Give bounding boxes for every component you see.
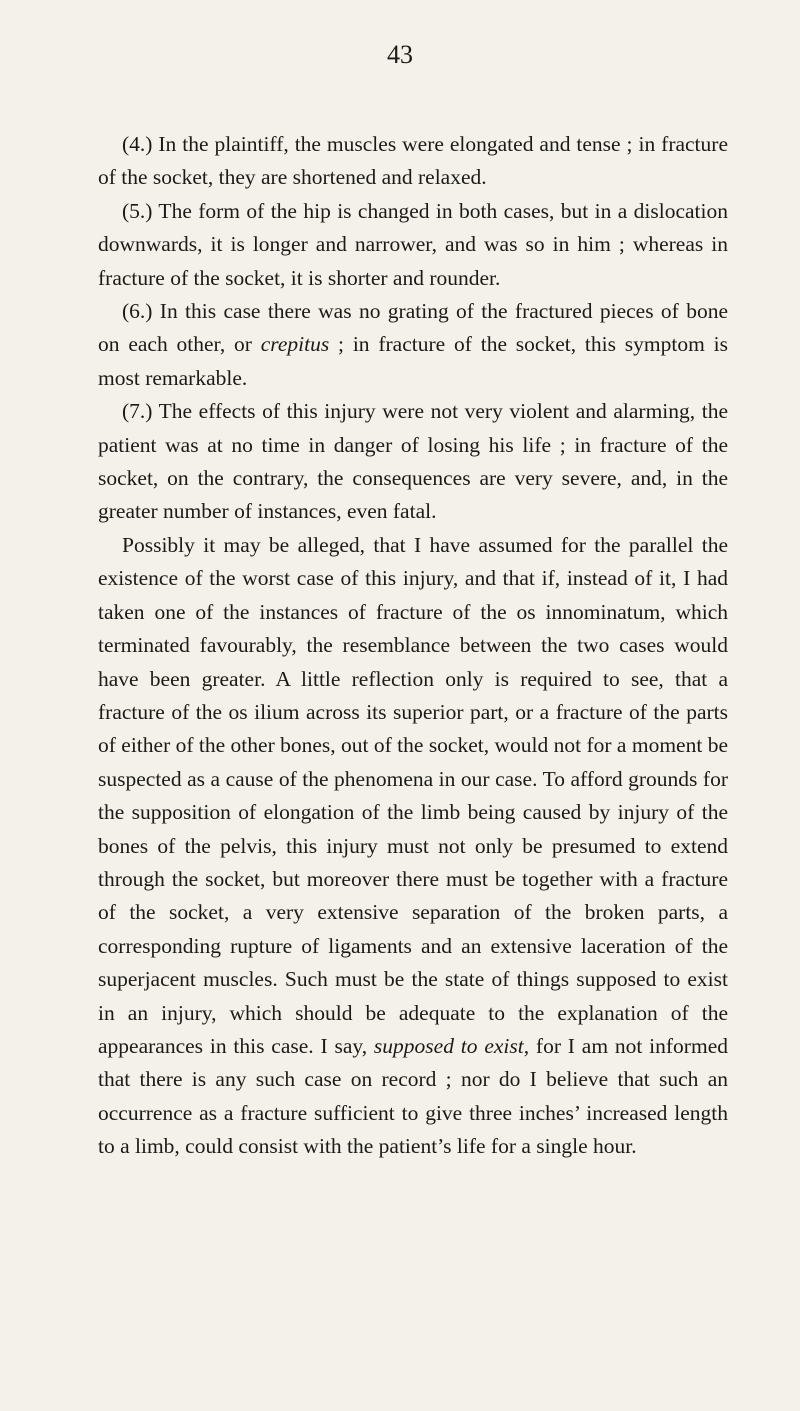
paragraph-argument (98, 529, 728, 1164)
paragraph-6-start: (6.) In this case there was no grating of the fractured pieces of bone on each other, or (98, 299, 728, 357)
emphasis-supposed-to-exist: supposed to exist (373, 1033, 524, 1058)
page-number: 43 (387, 40, 413, 69)
paragraph-4: (4.) In the plaintiff, the muscles were elongated and tense ; in fracture of the socket, they are shortened and relaxed. (98, 132, 728, 190)
paragraph-6 (98, 295, 728, 395)
body-text (98, 128, 728, 1164)
paragraph-7: (7.) The effects of this injury were not very violent and alarming, the patient was at no time in danger of losing his life ; in fracture of the socket, on the contrary, the consequences are very severe, and, in the greater number of instances, even fatal. (98, 399, 728, 524)
paragraph-6-end: ; in fracture of the socket, this symptom is most remarkable. (98, 332, 728, 390)
paragraph-argument-end: , for I am not informed that there is any such case on record ; nor do I believe that such an occurrence as a fracture sufficient to give three inches’ increased length to a limb, could consist with the patient’s life for a single hour. (98, 1033, 728, 1159)
paragraph-argument-start: Possibly it may be alleged, that I have assumed for the parallel the existence of the worst case of this injury, and that if, instead of it, I had taken one of the instances of fracture of the os innominatum, which terminated favourably, the resemblance between the two cases would have been greater. A little reflection only is required to see, that a fracture of the os ilium across its superior part, or a fracture of the parts of either of the other bones, out of the socket, would not for a moment be suspected as a cause of the phenomena in our case. To afford grounds for the supposition of elongation of the limb being caused by injury of the bones of the pelvis, this injury must not only be presumed to extend through the socket, but moreover there must be together with a fracture of the socket, a very extensive separation of the broken parts, a corresponding rupture of ligaments and an extensive laceration of the superjacent muscles. Such must be the state of things supposed to exist in an injury, which should be adequate to the explanation of the appearances in this case. I say, (98, 532, 728, 1058)
emphasis-crepitus: crepitus (260, 332, 330, 357)
paragraph-5: (5.) The form of the hip is changed in both cases, but in a dislocation downwards, it is longer and narrower, and was so in him ; whereas in fracture of the socket, it is shorter and rounder. (98, 198, 728, 290)
